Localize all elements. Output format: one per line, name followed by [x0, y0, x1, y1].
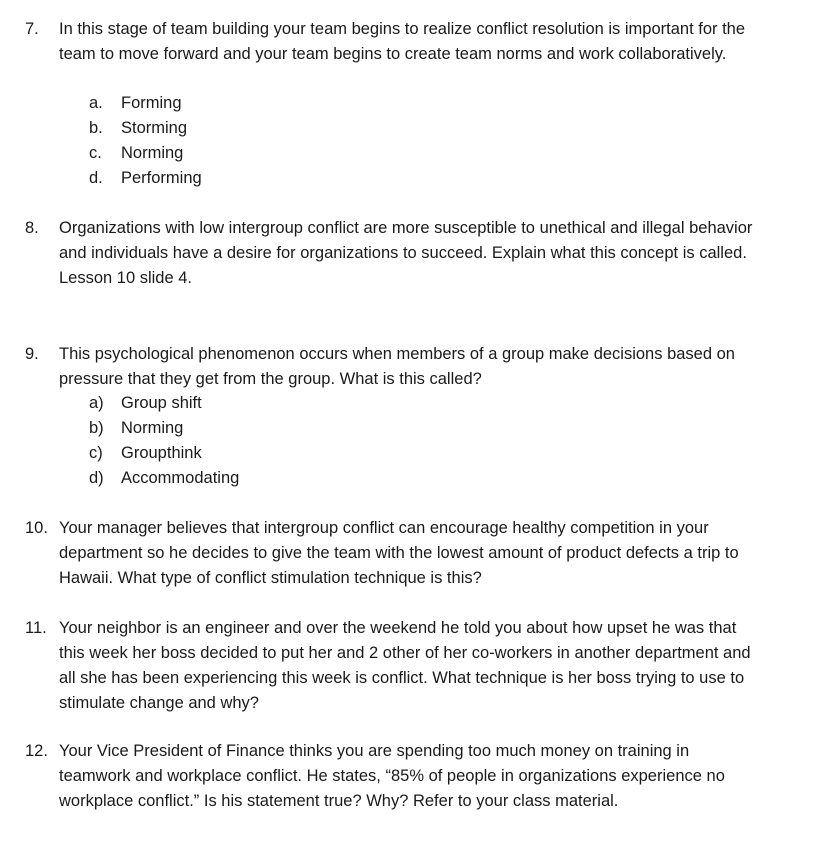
question-line: this week her boss decided to put her and 2 other of her co-workers in another department and	[59, 644, 751, 662]
option-letter: c)	[89, 444, 103, 462]
question-text	[59, 17, 829, 67]
answer-option	[0, 391, 837, 416]
question-line: department so he decides to give the team with the lowest amount of product defects a trip to	[59, 544, 739, 562]
question-line: teamwork and workplace conflict. He states, “85% of people in organizations experience no	[59, 767, 725, 785]
option-text: Performing	[121, 169, 202, 187]
option-letter: a)	[89, 394, 104, 412]
option-letter: c.	[89, 144, 102, 162]
question-number: 8.	[25, 219, 39, 237]
question-line: and individuals have a desire for organizations to succeed. Explain what this concept is called.	[59, 244, 747, 262]
question-line: In this stage of team building your team begins to realize conflict resolution is important for the	[59, 20, 746, 38]
option-text: Group shift	[121, 394, 202, 412]
question-line: Lesson 10 slide 4.	[59, 269, 193, 287]
answer-option	[0, 141, 837, 166]
option-text: Storming	[121, 119, 188, 137]
question-line: all she has been experiencing this week is conflict. What technique is her boss trying to use to	[59, 669, 745, 687]
question-text	[59, 342, 829, 392]
option-letter: a.	[89, 94, 103, 112]
question-line: Hawaii. What type of conflict stimulation technique is this?	[59, 569, 482, 587]
question-number: 7.	[25, 20, 39, 38]
answer-option	[0, 116, 837, 141]
question-number: 9.	[25, 345, 39, 363]
option-text: Groupthink	[121, 444, 202, 462]
question-number: 11.	[25, 619, 47, 637]
question-number: 12.	[25, 742, 48, 760]
answer-option	[0, 166, 837, 191]
answer-option	[0, 466, 837, 491]
question-line: pressure that they get from the group. What is this called?	[59, 370, 482, 388]
question-text	[59, 739, 829, 814]
question-line: Your Vice President of Finance thinks you are spending too much money on training in	[59, 742, 690, 760]
question-text	[59, 516, 829, 591]
question-line: Organizations with low intergroup conflict are more susceptible to unethical and illegal behavior	[59, 219, 753, 237]
question-text	[59, 216, 829, 291]
question-line: Your neighbor is an engineer and over the weekend he told you about how upset he was that	[59, 619, 737, 637]
answer-options	[0, 91, 837, 191]
question-line: team to move forward and your team begins to create team norms and work collaboratively.	[59, 45, 727, 63]
question-line: This psychological phenomenon occurs when members of a group make decisions based on	[59, 345, 735, 363]
answer-option	[0, 416, 837, 441]
option-letter: b.	[89, 119, 103, 137]
option-text: Norming	[121, 419, 184, 437]
answer-option	[0, 91, 837, 116]
question-line: workplace conflict.” Is his statement true? Why? Refer to your class material.	[59, 792, 619, 810]
option-letter: d)	[89, 469, 104, 487]
option-text: Accommodating	[121, 469, 240, 487]
option-text: Norming	[121, 144, 184, 162]
option-letter: b)	[89, 419, 104, 437]
answer-options	[0, 391, 837, 491]
question-line: Your manager believes that intergroup conflict can encourage healthy competition in your	[59, 519, 709, 537]
question-text	[59, 616, 829, 716]
option-text: Forming	[121, 94, 182, 112]
option-letter: d.	[89, 169, 103, 187]
answer-option	[0, 441, 837, 466]
question-line: stimulate change and why?	[59, 694, 259, 712]
question-number: 10.	[25, 519, 48, 537]
